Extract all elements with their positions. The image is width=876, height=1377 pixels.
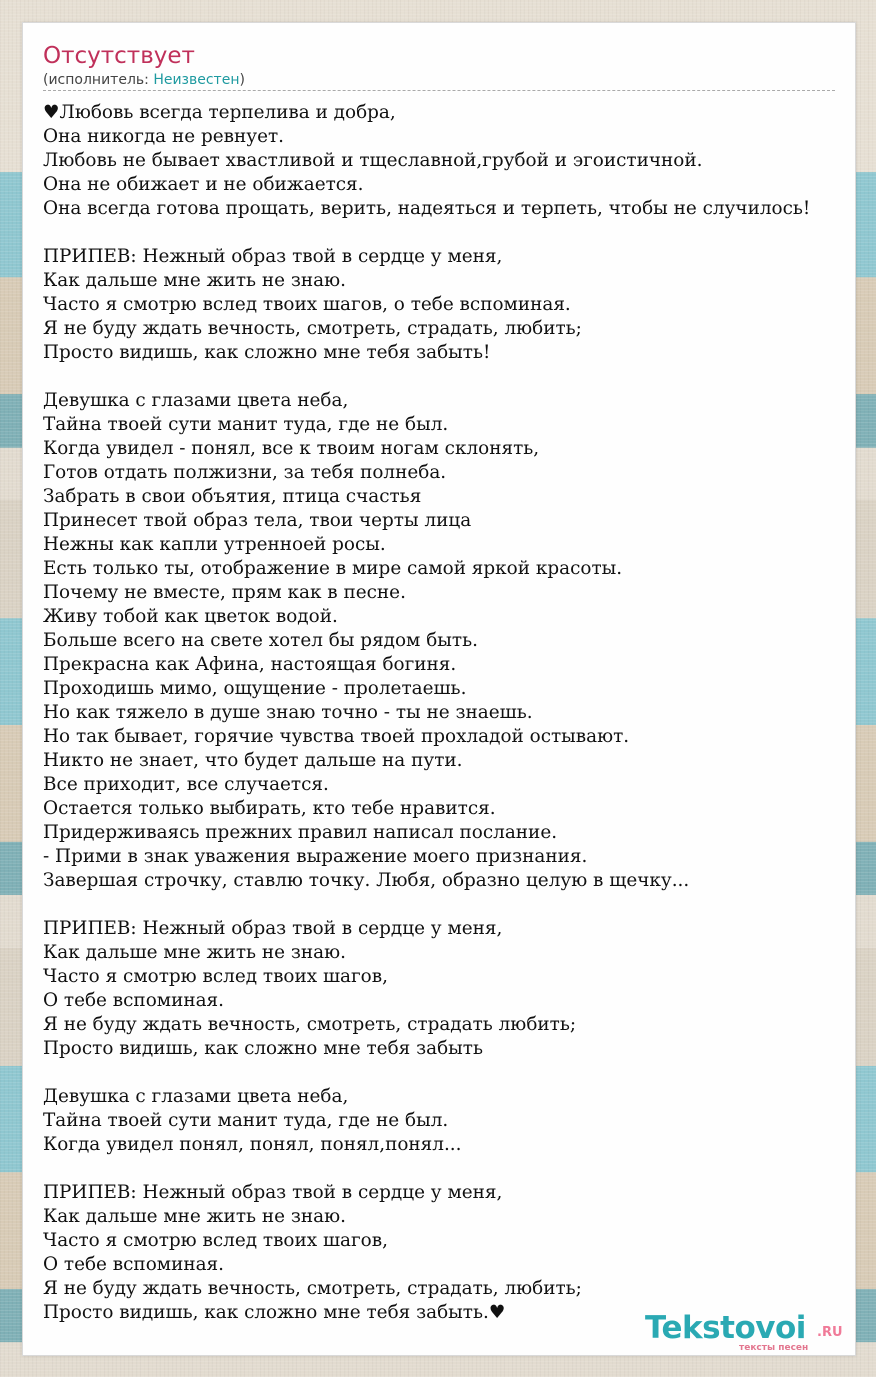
artist-suffix: ) (239, 72, 245, 88)
lyric-line: Девушка с глазами цвета неба, (43, 390, 349, 411)
lyrics-text (43, 101, 876, 1325)
lyric-line: Часто я смотрю вслед твоих шагов, о тебе вспоминая. (43, 294, 571, 315)
artist-line (43, 71, 245, 89)
logo-tld: .RU (817, 1325, 843, 1340)
lyric-line: Никто не знает, что будет дальше на пути. (43, 750, 463, 771)
lyric-line: Прекрасна как Афина, настоящая богиня. (43, 654, 457, 675)
lyric-line: Просто видишь, как сложно мне тебя забыть.♥ (43, 1302, 506, 1323)
lyric-line: Просто видишь, как сложно мне тебя забыть! (43, 342, 491, 363)
lyric-line: Когда увидел - понял, все к твоим ногам склонять, (43, 438, 540, 459)
stanza-break (43, 893, 876, 917)
lyric-line: Принесет твой образ тела, твои черты лица (43, 510, 472, 531)
title-divider (43, 90, 835, 91)
lyric-line: Тайна твоей сути манит туда, где не был. (43, 414, 449, 435)
lyric-line: Больше всего на свете хотел бы рядом быть. (43, 630, 478, 651)
site-logo[interactable] (645, 1310, 855, 1355)
lyric-line: Все приходит, все случается. (43, 774, 329, 795)
stanza-break (43, 365, 876, 389)
lyric-line: О тебе вспоминая. (43, 990, 224, 1011)
artist-link[interactable]: Неизвестен (153, 72, 240, 88)
lyric-line: Забрать в свои объятия, птица счастья (43, 486, 422, 507)
lyric-line: Я не буду ждать вечность, смотреть, страдать, любить; (43, 1278, 582, 1299)
lyric-line: Любовь не бывает хвастливой и тщеславной,грубой и эгоистичной. (43, 150, 703, 171)
logo-tagline: тексты песен (739, 1343, 809, 1353)
lyric-line: О тебе вспоминая. (43, 1254, 224, 1275)
lyric-line: Она никогда не ревнует. (43, 126, 284, 147)
logo-name: Tekstovoi (645, 1310, 806, 1346)
lyric-line: Но так бывает, горячие чувства твоей прохладой остывают. (43, 726, 630, 747)
lyric-line: Но как тяжело в душе знаю точно - ты не знаешь. (43, 702, 533, 723)
lyric-line: Я не буду ждать вечность, смотреть, страдать любить; (43, 1014, 577, 1035)
lyric-line: ПРИПЕВ: Нежный образ твой в сердце у меня, (43, 918, 503, 939)
stanza-break (43, 1061, 876, 1085)
lyric-line: ПРИПЕВ: Нежный образ твой в сердце у меня, (43, 246, 503, 267)
lyric-line: Я не буду ждать вечность, смотреть, страдать, любить; (43, 318, 582, 339)
lyric-line: Готов отдать полжизни, за тебя полнеба. (43, 462, 447, 483)
song-title: Отсутствует (43, 43, 195, 69)
lyrics-card (22, 22, 856, 1356)
lyric-line: Придерживаясь прежних правил написал послание. (43, 822, 558, 843)
lyric-line: Как дальше мне жить не знаю. (43, 1206, 346, 1227)
lyric-line: Когда увидел понял, понял, понял,понял... (43, 1134, 462, 1155)
lyric-line: - Прими в знак уважения выражение моего признания. (43, 846, 588, 867)
lyric-line: Проходишь мимо, ощущение - пролетаешь. (43, 678, 467, 699)
lyric-line: Есть только ты, отображение в мире самой яркой красоты. (43, 558, 623, 579)
lyric-line: Почему не вместе, прям как в песне. (43, 582, 406, 603)
artist-prefix: (исполнитель: (43, 72, 154, 88)
lyric-line: Как дальше мне жить не знаю. (43, 270, 346, 291)
stanza-break (43, 1157, 876, 1181)
lyric-line: Она не обижает и не обижается. (43, 174, 364, 195)
lyric-line: Нежны как капли утренноей росы. (43, 534, 386, 555)
stanza-break (43, 221, 876, 245)
lyric-line: Часто я смотрю вслед твоих шагов, (43, 966, 388, 987)
lyric-line: Она всегда готова прощать, верить, надеяться и терпеть, чтобы не случилось! (43, 198, 811, 219)
lyric-line: Девушка с глазами цвета неба, (43, 1086, 349, 1107)
lyric-line: Живу тобой как цветок водой. (43, 606, 338, 627)
lyric-line: Часто я смотрю вслед твоих шагов, (43, 1230, 388, 1251)
lyric-line: Завершая строчку, ставлю точку. Любя, образно целую в щечку... (43, 870, 690, 891)
lyric-line: Как дальше мне жить не знаю. (43, 942, 346, 963)
lyric-line: Просто видишь, как сложно мне тебя забыть (43, 1038, 483, 1059)
lyric-line: Тайна твоей сути манит туда, где не был. (43, 1110, 449, 1131)
lyric-line: ♥Любовь всегда терпелива и добра, (43, 102, 396, 123)
lyric-line: Остается только выбирать, кто тебе нравится. (43, 798, 496, 819)
lyric-line: ПРИПЕВ: Нежный образ твой в сердце у меня, (43, 1182, 503, 1203)
